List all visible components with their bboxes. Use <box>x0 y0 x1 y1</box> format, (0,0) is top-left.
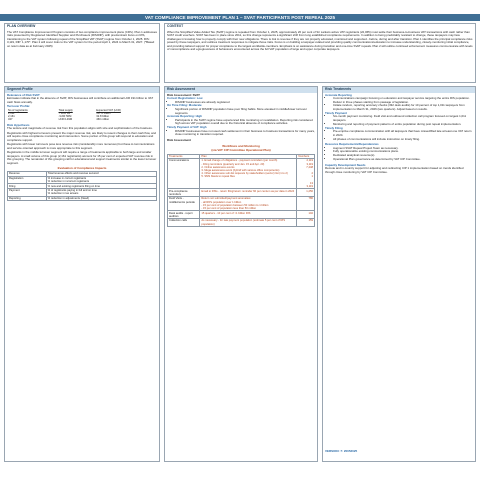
table-row <box>168 197 315 211</box>
risk-hypothesis-text: The texture and magnitude of revenue risk from this population aligns with size and sophistication of the business. <box>7 126 153 131</box>
list-item: • Fully operationalize existing communications plans. <box>333 150 473 154</box>
table-cell: 1. Email change of obligations - payment reminders (per month) - Filing reminders (quarterly and Jan. 15 and Apr. 20) 2. Online awareness events 3. Mega awareness event (hybrid with various office components) 4. Other awareness sub-list requests by stakeholders (sector) list (1 to 2) 5. SMS blasts to repeat files <box>200 159 297 189</box>
context-section <box>164 23 476 83</box>
context-header: CONTEXT <box>167 24 184 28</box>
table-cell: % reduction in adjustments (Need) <box>46 196 156 201</box>
plan-overview-section <box>4 23 160 83</box>
table-cell: 347 <box>8 118 13 122</box>
risk-hypothesis-heading: Risk Hypothesis <box>7 122 30 127</box>
table-cell: Revenue <box>8 172 47 177</box>
list-item: • All phases of communications will include instruction on timely filing. <box>333 138 473 142</box>
table-cell: % increase in correct registrants % reduction in incorrect registrants <box>46 176 156 184</box>
list-item: • Operational Plan governance as determined by VAT CIP Committee. <box>333 158 473 162</box>
table-cell: Pre-compliance reminders <box>168 189 200 197</box>
table-cell: Return not submitted/payment anomalies: - all RIPs population over 1 billion - 15 per cent of population between 50 million to 1 billion - 15 per cent of population less than 50 million <box>200 197 297 211</box>
evaluation-title: Evaluation of Compliance Impacts <box>57 165 107 170</box>
table-cell: Payment <box>8 189 47 197</box>
table-row <box>168 211 315 219</box>
list-item: • Significant portion of RIS/RIP population have poor filing habits. More elevated in middle/lower turnover segments. <box>175 108 315 115</box>
table-cell: 102 <box>297 211 315 219</box>
table-cell: Desk audits - report auditors <box>168 211 200 219</box>
workflow-col-header: Treatments <box>168 154 200 159</box>
workflow-table <box>167 154 315 227</box>
turnover-heading: Turnover Profile: <box>7 104 31 109</box>
high-turnover-text: Registrants with highest turnovers present the major revenue risk, are likely to resent changes to their cash flow, and will require close compliance monitoring and intervention. Some portion of this group will respond to education and compliance support. <box>7 130 156 142</box>
turnover-table <box>7 109 157 122</box>
table-cell: 460 million <box>96 118 110 122</box>
table-cell: Reporting <box>8 196 47 201</box>
table-cell: 32.8 billion <box>96 115 110 119</box>
segment-relevance-text: Estimates indicate that in the absence of SVAT, RIS businesses will contribute an additional LKR 191 billion to VAT cash flows annually. <box>7 96 154 104</box>
table-cell: Total revenue effects and revenue secured <box>46 172 156 177</box>
table-cell: Field Visits - middle/centre periode <box>168 197 200 211</box>
table-cell: As necessary - for late payment population (estimate 5 per cent of RIS population) <box>200 219 297 227</box>
list-item: • Dedicated analytical resource(s). <box>333 154 473 158</box>
list-item: • Communications campaign focusing on education and taxpayer service targeting the entire RIS population. Deliver in three phases starting from passage of legislation. <box>333 97 473 104</box>
table-row <box>168 159 315 189</box>
list-item: • RIS/RIP businesses have not used cash settlement in their business to business transactions for many years, close monitoring in transition required. <box>175 130 315 137</box>
middle-turnover-text: Registrants in the middle turnover segment will require a range of treatments applicable to both large and smaller taxpayers. A small volume of this group (2,161 registrants) account for 15 per cent of expected VAT revenue risk in this grouping. The remainder of this grouping call for educational and support treatments similar to the lower turnover segment. <box>7 150 157 165</box>
segment-relevance-heading: Relevance of Risk SVAT <box>7 92 40 97</box>
list-item: • RIS/RIP businesses are already registered <box>175 101 315 105</box>
table-cell: 157.6 billion <box>96 111 111 115</box>
workflow-table-title: Workflows and Monitoring <box>222 143 260 148</box>
capacity-heading: Capacity Development Needs <box>325 162 366 167</box>
table-cell: 2,161 <box>8 115 15 119</box>
segment-profile-section <box>4 86 160 462</box>
list-item: • Monitoring and reporting of payment patterns of entire population during post repeal implementation. <box>333 123 473 127</box>
table-cell: Filing <box>8 184 47 189</box>
workflows-heading: Risk Assessment <box>167 137 191 142</box>
table-cell: % of registrants paying in full and on time % reduction in tax arrears <box>46 189 156 197</box>
risk-treatments-section <box>322 86 476 462</box>
table-cell: 1,011 <box>8 111 15 115</box>
evaluation-table <box>7 171 157 201</box>
plan-overview-text: The VAT Compliance Improvement Program consists of two compliance improvement plans (CIPs). Plan 1 addresses risks presented by Registered Identified Supplier and Purchasers (RIS/RIP), with predominant focus on RIS, transitioning to the VAT system following repeal of the Simplified VAT (SVAT) regime from October 1, 2025. RIS: 3,119, RIP: 1,170*. Plan 2 will cover risks to the VAT system for the period April 1, 2024 to March 31, 2027. (*Based on return data as at February 2025) <box>7 29 157 48</box>
table-cell: Registration <box>8 176 47 184</box>
table-cell: 1,250 <box>297 189 315 197</box>
correct-registration-heading: Correct Registration: Low <box>167 96 203 101</box>
resources-heading: Resource Requirements/Dependencies <box>325 142 379 147</box>
version-label: VERSION: 7: 20052025 <box>325 449 358 453</box>
list-item: • Six-month payment monitoring. Field visit and outbound collection call program focused on largest 1,011 taxpayers. <box>333 115 473 122</box>
table-row <box>168 219 315 227</box>
table-cell: Communications <box>168 159 200 189</box>
turnover-col-header: Expected VAT (LKR) <box>96 108 121 112</box>
workflow-table-subtitle: (via VAT CIP Committee Operational Plan) <box>211 148 271 153</box>
table-row <box>7 118 157 121</box>
list-item: • Initiate random, reporting accuracy checks (332 desk audits) for 10 percent of top 1,011 taxpayers from implementation to March 31, 2026 (two quarters). Adjust based on results. <box>333 104 473 111</box>
risk-assessment-header: Risk Assessment <box>165 87 317 93</box>
table-cell: 159 <box>297 219 315 227</box>
table-cell: LKR 0-49M <box>58 118 73 122</box>
table-cell: <LKR 50M <box>58 115 72 119</box>
risk-treatments-header: Risk Treatments <box>323 87 475 93</box>
timely-payment-heading: Timely Payment <box>325 110 347 115</box>
capacity-text: Remote and in-country support for adjusting and redirecting CIP 1 implementation based on trends identified through close monitoring by VAT CIP Committee. <box>325 166 464 174</box>
table-row <box>8 189 157 197</box>
turnover-col-header: Total supply <box>58 108 73 112</box>
list-item: • Augment SVAT Repeal Project Team as necessary. <box>333 147 473 151</box>
workflow-col-header: Plan <box>200 154 297 159</box>
context-text: When the Simplified Value Added Tax (SVAT) regime is repealed from October 1, 2025, approximately 20 per cent of Sri Lanka's active VAT registrants (22,065) must settle their business-to-business VAT transactions with cash rather than SVAT credit vouchers. SVAT has been in place since 2011, so this change represents a significant shift from long established compliance requirements. In addition to being predictably resistant to change, these taxpayers may face challenges in knowing how to properly comply with their new obligations. There is risk to revenue if they are not properly educated, monitored and supported - before, during and after transition. Plan 1 identifies the principal compliance risks posed by these taxpayers, and outlines treatment responses to mitigate those risks. Focus is on building a taxpayer-related and providing quality communications/education to increase understanding, closely-monitoring initial compliance, and providing tailored support for proper compliance to the largest worldwide-members. Emphasis is on assistance during transition and one-time SVAT repeals. Plan 2 will outline continued enforcement measures commensurate with levels of noncompliance and egregiousness of behaviours encountered across the full VAT population of large and upper corporate taxpayers. <box>167 29 473 52</box>
table-cell: 15 quarters - 10 per cent of >1 billion RIS <box>200 211 297 219</box>
table-cell: Collection calls <box>168 219 200 227</box>
accurate-reporting-heading: Accurate Reporting: High <box>167 114 203 119</box>
segment-profile-header: Segment Profile <box>5 87 159 93</box>
table-row <box>168 189 315 197</box>
table-row <box>8 196 157 201</box>
workflow-col-header: Numbers <box>297 154 315 159</box>
table-cell: % new and existing registrants filing on time <box>46 184 156 189</box>
list-item: • Pre-emptive compliance communication with all taxpayers that have missed/filed late at least one VAT return in 2024. <box>333 130 473 137</box>
turnover-col-header: No of registrants <box>8 108 28 112</box>
document-title: VAT COMPLIANCE IMPROVEMENT PLAN 1 – SVAT PARTICIPANTS POST REPEAL 2025 <box>0 14 480 21</box>
list-item: • Participants in the SVAT regime have experienced little monitoring or revalidation. Reporting risk considered high across VAT population overall due to the historical absence of compliance activities. <box>175 119 315 126</box>
table-cell: 780 <box>297 197 315 211</box>
ontime-filing-heading: On Time Filing: Moderate <box>167 103 202 108</box>
table-cell: Email to RISs - return filing/return reminder 60 per centum as per data in 2024 <box>200 189 297 197</box>
accurate-reporting-heading: Accurate Reporting <box>325 92 352 97</box>
low-turnover-text: Registrants with lower turnovers pose less revenue risk (considerably more numerous) but these A communications and service oriented approach is more appropriate to this segment. <box>7 142 155 150</box>
plan-overview-header: PLAN OVERVIEW <box>7 24 36 28</box>
table-cell: 2,119 3,119 7,448 2 1 13 3,119 <box>297 159 315 189</box>
table-row <box>8 176 157 184</box>
table-cell: > LKR 1B <box>58 111 71 115</box>
timely-filing-heading: Timely Filing <box>325 125 343 130</box>
timely-payment-heading: Timely Payment of VAT: High <box>167 125 207 130</box>
risk-assessment-section <box>164 86 318 462</box>
risk-assessment-title: Risk Assessment: SVAT <box>167 92 200 97</box>
